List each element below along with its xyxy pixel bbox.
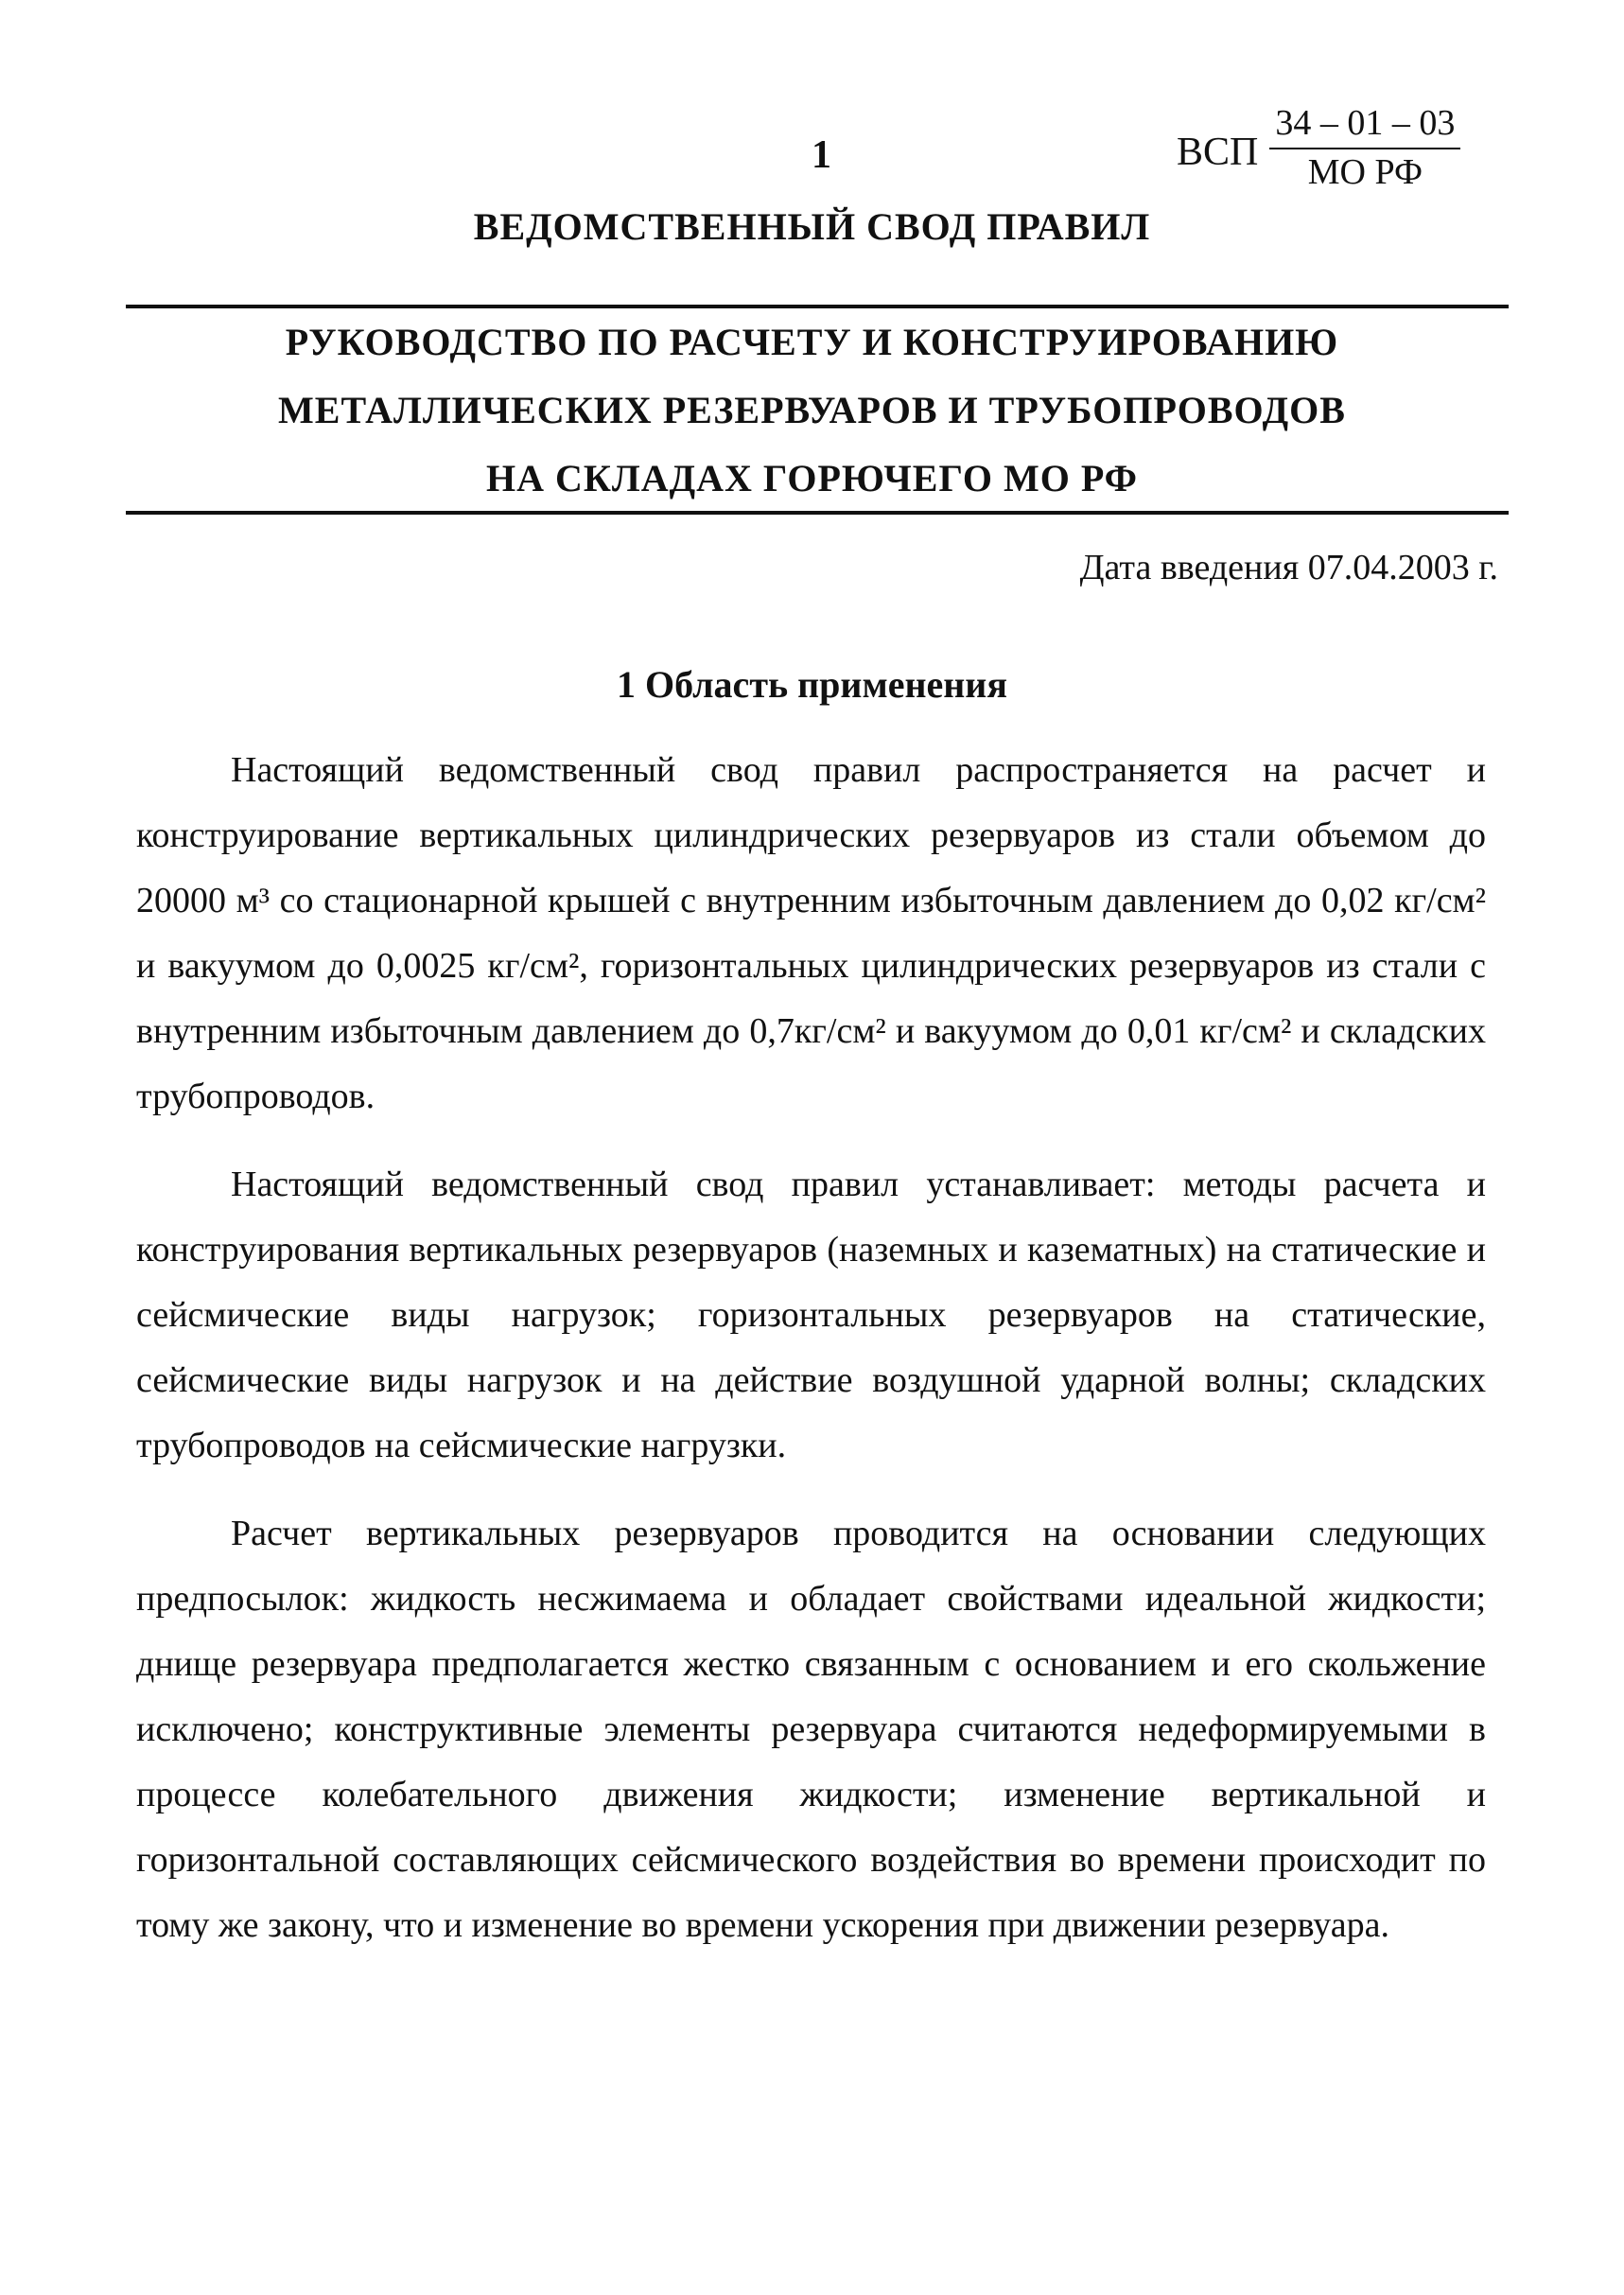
document-title-line: НА СКЛАДАХ ГОРЮЧЕГО МО РФ xyxy=(486,457,1138,499)
document-title xyxy=(0,308,1624,513)
paragraph: Настоящий ведомственный свод правил распространяется на расчет и конструирование вертикальных цилиндрических резервуаров из стали объемом до 20000 м³ со стационарной крышей с внутренним избыточным давлением до 0,02 кг/см² и вакуумом до 0,0025 кг/см², горизонтальных цилиндрических резервуаров из стали с внутренним избыточным давлением до 0,7кг/см² и вакуумом до 0,01 кг/см² и складских трубопроводов. xyxy=(136,750,1486,1116)
section-body xyxy=(136,738,1486,1981)
document-code xyxy=(1177,102,1460,193)
introduction-date: Дата введения 07.04.2003 г. xyxy=(1079,548,1498,587)
document-code-fraction xyxy=(1269,102,1460,193)
document-title-line: РУКОВОДСТВО ПО РАСЧЕТУ И КОНСТРУИРОВАНИЮ xyxy=(285,321,1339,363)
paragraph: Расчет вертикальных резервуаров проводится на основании следующих предпосылок: жидкость несжимаема и обладает свойствами идеальной жидкости; днище резервуара предполагается жестко связанным с основанием и его скольжение исключено; конструктивные элементы резервуара считаются недеформируемыми в процессе колебательного движения жидкости; изменение вертикальной и горизонтальной составляющих сейсмического воздействия во времени происходит по тому же закону, что и изменение во времени ускорения при движении резервуара. xyxy=(136,1514,1486,1945)
document-code-authority: МО РФ xyxy=(1307,152,1423,192)
title-bottom-rule xyxy=(126,511,1509,515)
page-number: 1 xyxy=(812,133,831,177)
document-code-number: 34 – 01 – 03 xyxy=(1269,102,1460,149)
document-code-prefix: ВСП xyxy=(1177,131,1259,174)
series-title: ВЕДОМСТВЕННЫЙ СВОД ПРАВИЛ xyxy=(473,205,1151,248)
section-heading: 1 Область применения xyxy=(617,663,1007,706)
document-title-line: МЕТАЛЛИЧЕСКИХ РЕЗЕРВУАРОВ И ТРУБОПРОВОДОВ xyxy=(278,389,1346,431)
paragraph: Настоящий ведомственный свод правил устанавливает: методы расчета и конструирования вертикальных резервуаров (наземных и казематных) на статические и сейсмические виды нагрузок; горизонтальных резервуаров на статические, сейсмические виды нагрузок и на действие воздушной ударной волны; складских трубопроводов на сейсмические нагрузки. xyxy=(136,1165,1486,1465)
